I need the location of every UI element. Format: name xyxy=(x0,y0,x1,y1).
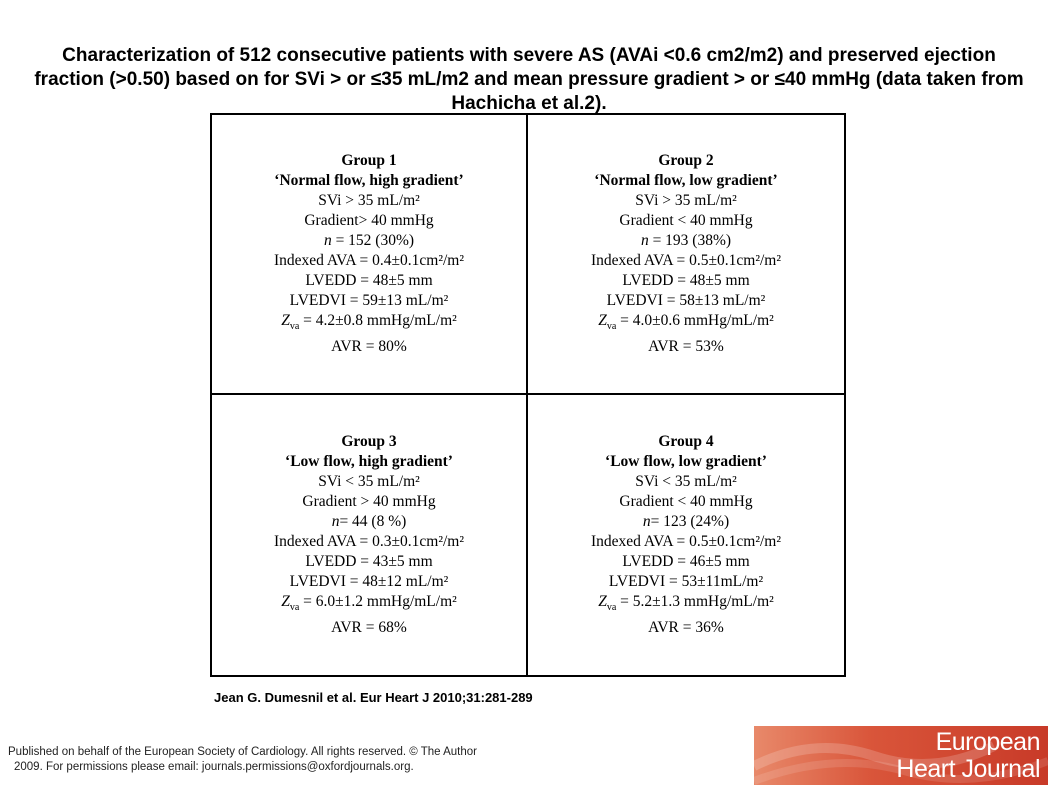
z-number: = 4.0±0.6 mmHg/mL/m² xyxy=(616,312,774,329)
lvedvi-value: LVEDVI = 48±12 mL/m² xyxy=(289,573,449,590)
footer-line-2: 2009. For permissions please email: journals.permissions@oxfordjournals.org. xyxy=(14,761,414,773)
lvedd-value: LVEDD = 48±5 mm xyxy=(305,272,433,289)
z-sub: va xyxy=(289,321,300,332)
n-count: = 123 (24%) xyxy=(650,513,730,530)
group-1-cell xyxy=(212,115,528,395)
logo-text xyxy=(896,729,1040,783)
n-label: n xyxy=(331,513,340,530)
z-sub: va xyxy=(289,602,300,613)
ava-value: Indexed AVA = 0.5±0.1cm²/m² xyxy=(590,252,781,269)
gradient-value: Gradient < 40 mmHg xyxy=(619,212,753,229)
group-3-cell xyxy=(212,395,528,675)
n-label: n xyxy=(323,232,332,249)
figure-title: Characterization of 512 consecutive patients with severe AS (AVAi <0.6 cm2/m2) and preserved ejection fraction (>0.50) based on for SVi > or ≤35 mL/m2 and mean pressure gradient > or ≤40 mmHg (data taken from Hachicha et al.2). xyxy=(34,45,1024,114)
z-number: = 5.2±1.3 mmHg/mL/m² xyxy=(616,593,774,610)
gradient-value: Gradient> 40 mmHg xyxy=(304,212,434,229)
z-label: Z xyxy=(598,312,607,329)
group-title: Group 1 xyxy=(341,152,397,169)
group-grid xyxy=(210,113,846,677)
zva-value xyxy=(598,592,774,618)
journal-logo xyxy=(754,726,1048,785)
group-subtitle: ‘Normal flow, low gradient’ xyxy=(594,172,778,189)
avr-value: AVR = 53% xyxy=(648,338,724,355)
ava-value: Indexed AVA = 0.5±0.1cm²/m² xyxy=(590,533,781,550)
gradient-value: Gradient > 40 mmHg xyxy=(302,493,436,510)
n-value xyxy=(324,231,414,251)
citation: Jean G. Dumesnil et al. Eur Heart J 2010;31:281-289 xyxy=(214,690,533,705)
n-value xyxy=(641,231,731,251)
ava-value: Indexed AVA = 0.3±0.1cm²/m² xyxy=(273,533,464,550)
lvedd-value: LVEDD = 48±5 mm xyxy=(622,272,750,289)
group-title: Group 4 xyxy=(658,433,714,450)
group-title: Group 2 xyxy=(658,152,714,169)
avr-value: AVR = 80% xyxy=(331,338,407,355)
group-subtitle: ‘Normal flow, high gradient’ xyxy=(274,172,464,189)
svi-value: SVi < 35 mL/m² xyxy=(318,473,420,490)
group-title: Group 3 xyxy=(341,433,397,450)
logo-line-1: European xyxy=(935,728,1040,756)
logo-line-2: Heart Journal xyxy=(896,755,1040,783)
z-label: Z xyxy=(598,593,607,610)
svi-value: SVi > 35 mL/m² xyxy=(635,192,737,209)
zva-value xyxy=(598,311,774,337)
group-2-cell xyxy=(528,115,844,395)
z-number: = 6.0±1.2 mmHg/mL/m² xyxy=(299,593,457,610)
lvedvi-value: LVEDVI = 58±13 mL/m² xyxy=(606,292,766,309)
lvedvi-value: LVEDVI = 53±11mL/m² xyxy=(608,573,764,590)
n-value xyxy=(332,512,407,532)
n-count: = 193 (38%) xyxy=(648,232,732,249)
svi-value: SVi < 35 mL/m² xyxy=(635,473,737,490)
gradient-value: Gradient < 40 mmHg xyxy=(619,493,753,510)
ava-value: Indexed AVA = 0.4±0.1cm²/m² xyxy=(273,252,464,269)
z-label: Z xyxy=(281,312,290,329)
z-sub: va xyxy=(606,602,617,613)
zva-value xyxy=(281,311,457,337)
n-count: = 152 (30%) xyxy=(331,232,415,249)
n-label: n xyxy=(640,232,649,249)
z-number: = 4.2±0.8 mmHg/mL/m² xyxy=(299,312,457,329)
lvedvi-value: LVEDVI = 59±13 mL/m² xyxy=(289,292,449,309)
footer-line-1: Published on behalf of the European Society of Cardiology. All rights reserved. © The Author xyxy=(8,746,477,758)
lvedd-value: LVEDD = 43±5 mm xyxy=(305,553,433,570)
copyright-footer xyxy=(8,745,568,775)
z-sub: va xyxy=(606,321,617,332)
group-subtitle: ‘Low flow, low gradient’ xyxy=(605,453,767,470)
avr-value: AVR = 36% xyxy=(648,619,724,636)
svi-value: SVi > 35 mL/m² xyxy=(318,192,420,209)
n-label: n xyxy=(642,513,651,530)
zva-value xyxy=(281,592,457,618)
z-label: Z xyxy=(281,593,290,610)
lvedd-value: LVEDD = 46±5 mm xyxy=(622,553,750,570)
group-4-cell xyxy=(528,395,844,675)
n-count: = 44 (8 %) xyxy=(339,513,407,530)
avr-value: AVR = 68% xyxy=(331,619,407,636)
group-subtitle: ‘Low flow, high gradient’ xyxy=(285,453,453,470)
n-value xyxy=(643,512,729,532)
